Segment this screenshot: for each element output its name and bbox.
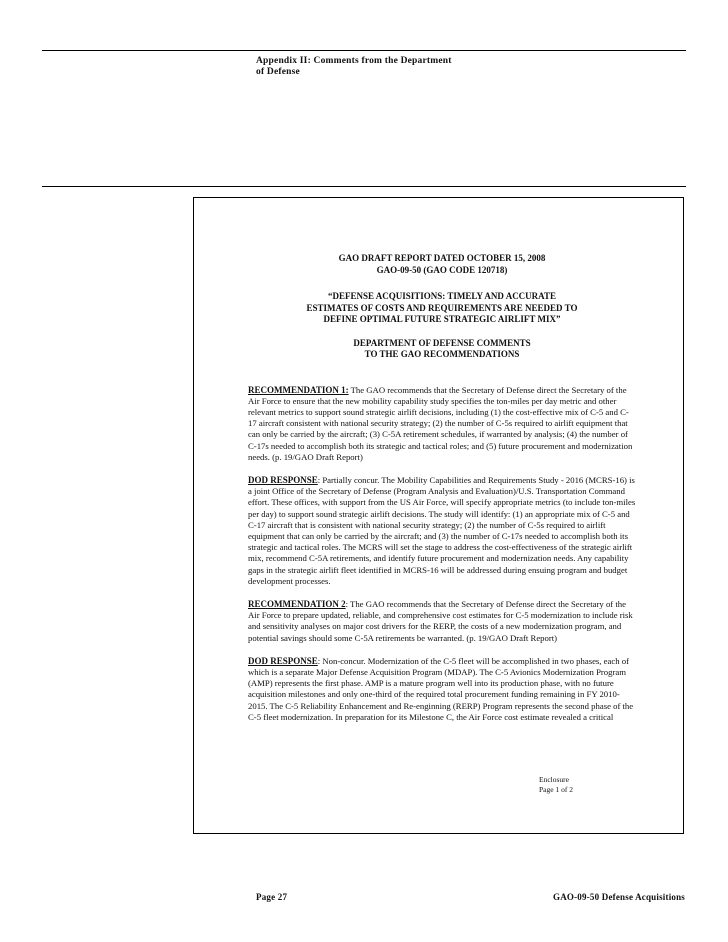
- recommendation-1-text: The GAO recommends that the Secretary of Defense direct the Secretary of the Air Force to ensure that the new mobility capability study specifies the ton-miles per day metric and other relevant metrics to support sound strategic airlift decisions, including (1) the cost-effective mix of C-5 and C-17 aircraft consistent with national security strategy; (2) the number of C-5s required to airlift equipment that can only be carried by the aircraft; (3) C-5A retirement schedules, if warranted by analysis; (4) the number of C-17s needed to accomplish both its strategic and tactical roles; and (5) future procurement and modernization needs. (p. 19/GAO Draft Report): [248, 384, 633, 462]
- section-rule: [42, 186, 686, 187]
- dept-line-1: DEPARTMENT OF DEFENSE COMMENTS: [353, 337, 531, 348]
- recommendation-2: [248, 599, 636, 644]
- enclosure-label: Enclosure: [539, 775, 569, 784]
- recommendation-1-label: RECOMMENDATION 1:: [248, 384, 349, 395]
- dod-response-2-text: : Non-concur. Modernization of the C-5 fleet will be accomplished in two phases, each of which is a separate Major Defense Acquisition Program (MDAP). The C-5 Avionics Modernization Program (AMP) represents the first phase. AMP is a mature program well into its production phase, with no future acquisition milestones and only one-third of the required total procurement funding remaining in FY 2010-2015. The C-5 Reliability Enhancement and Re-enginning (RERP) Program represents the second phase of the C-5 fleet modernization. In preparation for its Milestone C, the Air Force cost estimate revealed a critical: [248, 655, 634, 722]
- enclosure-note: [539, 775, 573, 795]
- appendix-line-1: Appendix II: Comments from the Department: [256, 56, 452, 66]
- appendix-line-2: of Defense: [256, 67, 300, 77]
- recommendation-1: [248, 385, 636, 463]
- recommendation-2-label: RECOMMENDATION 2: [248, 598, 346, 609]
- dod-response-1-label: DOD RESPONSE: [248, 474, 318, 485]
- appendix-heading: [256, 56, 452, 78]
- letter-title-line-1: GAO DRAFT REPORT DATED OCTOBER 15, 2008: [338, 253, 546, 263]
- letter-title-line-2: GAO-09-50 (GAO CODE 120718): [376, 264, 508, 275]
- scanned-letter-frame: [193, 197, 684, 834]
- dod-response-1: [248, 475, 636, 587]
- footer-report-id: GAO-09-50 Defense Acquisitions: [553, 892, 685, 902]
- enclosure-page: Page 1 of 2: [539, 785, 573, 794]
- dod-response-1-text: : Partially concur. The Mobility Capabilities and Requirements Study - 2016 (MCRS-16) is a joint Office of the Secretary of Defense (Program Analysis and Evaluation)/U.S. Transportation Command effort. These offices, with support from the US Air Force, will specify appropriate metrics (to include ton-miles per day) to support sound strategic airlift decisions. The study will identify: (1) an appropriate mix of C-5 and C-17 aircraft that is consistent with national security strategy; (2) the number of C-5s required to airlift equipment that can only be carried by the aircraft; and (3) the number of C-17s needed to accomplish both its strategic and tactical roles. The MCRS will set the stage to address the cost-effectiveness of the strategic airlift mix, recommend C-5A retirements, and identify future procurement and modernization needs. Any capability gaps in the strategic airlift fleet identified in MCRS-16 will be addressed during ensuing program and budget development processes.: [248, 474, 636, 586]
- subject-line-2: ESTIMATES OF COSTS AND REQUIREMENTS ARE NEEDED TO: [306, 302, 578, 313]
- subject-line-3: DEFINE OPTIMAL FUTURE STRATEGIC AIRLIFT MIX”: [323, 314, 561, 324]
- dept-line-2: TO THE GAO RECOMMENDATIONS: [364, 349, 520, 359]
- dod-response-2: [248, 656, 636, 723]
- letter-body: [248, 253, 636, 723]
- recommendation-2-text: : The GAO recommends that the Secretary of Defense direct the Secretary of the Air Force to prepare updated, reliable, and comprehensive cost estimates for C-5 modernization to include risk and sensitivity analyses on major cost drivers for the RERP, the costs of a new modernization program, and potential savings should some C-5A retirements be warranted. (p. 19/GAO Draft Report): [248, 598, 633, 643]
- dod-response-2-label: DOD RESPONSE: [248, 655, 318, 666]
- subject-line-1: “DEFENSE ACQUISITIONS: TIMELY AND ACCURATE: [327, 291, 557, 301]
- top-rule: [42, 50, 686, 51]
- footer-page-number: Page 27: [256, 892, 288, 902]
